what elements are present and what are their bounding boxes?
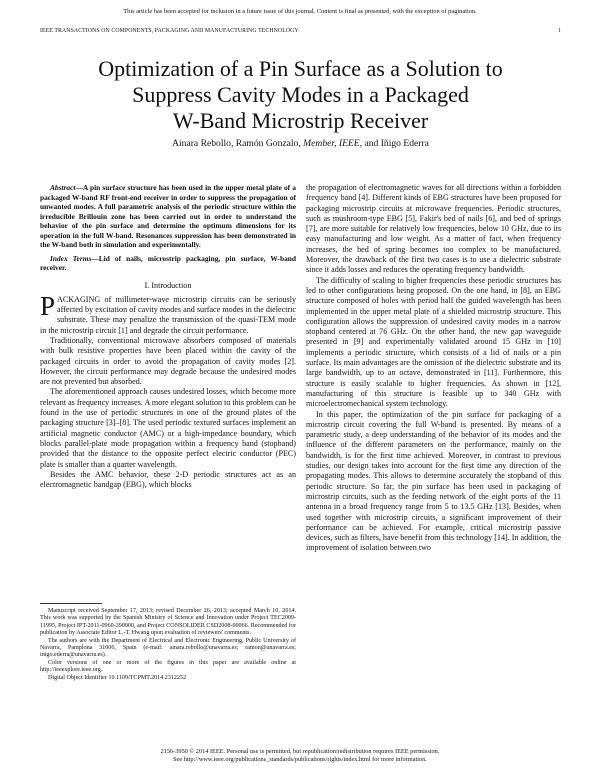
author-membership: Member, IEEE (303, 138, 360, 149)
intro-paragraph-3: The aforementioned approach causes undesired losses, which become more relevant as frequency increases. A more elegant solution to this problem can be found in the use of periodic structures in one of the ground plates of the packaging structure [3]–[8]. The used periodic textured surfaces implement an artificial magnetic conductor (AMC) or a high-impedance boundary, which blocks parallel-plate mode propagation within a frequency band (stopband) provided that the distance to the opposite perfect electric conductor (PEC) plate is smaller than a quarter wavelength. (40, 387, 296, 469)
title-line-1: Optimization of a Pin Surface as a Solution to (98, 56, 503, 81)
authors-part-1: Ainara Rebollo, Ramón Gonzalo, (172, 138, 304, 149)
copyright-footer (0, 748, 600, 764)
running-header (40, 28, 561, 34)
footnote-color: Color versions of one or more of the figures in this paper are available online at http://ieeexplore.ieee.org. (40, 659, 296, 674)
page-number: 1 (558, 28, 561, 34)
left-column (40, 183, 296, 490)
footnote-block (40, 608, 296, 682)
index-terms (40, 254, 296, 273)
index-terms-text: —Lid of nails, microstrip packaging, pin surface, W-band receiver. (40, 253, 296, 272)
journal-name: IEEE TRANSACTIONS ON COMPONENTS, PACKAGING AND MANUFACTURING TECHNOLOGY (40, 28, 299, 34)
footnote-doi: Digital Object Identifier 10.1109/TCPMT.2014.2312252 (48, 674, 187, 681)
right-paragraph-1: the propagation of electromagnetic waves for all directions within a forbidden frequency band [4]. Different kinds of EBG structures have been proposed for packaging microstrip circuits at microwave frequencies. Periodic structures, such as mushroom-type EBG [5], Fakir's bed of nails [6], and bed of springs [7], are more suitable for relatively low frequencies, below 10 GHz, due to its easy manufacturing and low weight. As a matter of fact, when frequency increases, the bed of spring becomes too complex to be manufactured. Moreover, the drawback of the first two cases is to use a dielectric substrate since it adds losses and reduces the operating frequency bandwidth. (306, 183, 561, 275)
abstract (40, 183, 296, 250)
copyright-line-2: See http://www.ieee.org/publications_standards/publications/rights/index.html for more information. (173, 756, 427, 763)
index-terms-label: Index Terms (50, 253, 92, 263)
drop-cap: P (40, 290, 56, 321)
intro-paragraph-2: Traditionally, conventional microwave absorbers composed of materials with bulk resistive properties have been placed within the cavity of the packaged circuits in order to avoid the propagation of cavity modes [2]. However, the circuit performance may degrade because the undesired modes are not prevented but absorbed. (40, 335, 296, 387)
footnote-affiliation: The authors are with the Department of Electrical and Electronic Engineering, Public University of Navarra, Pamplona 31006, Spain (e-mail: ainara.rebollo@unavarra.es; ramon@unavarra.es; inigo.ederra@unavarra.es). (40, 637, 296, 659)
right-column (306, 183, 561, 554)
authors-part-2: , and Iñigo Ederra (359, 138, 429, 149)
title-line-3: W-Band Microstrip Receiver (172, 108, 429, 133)
section-heading-introduction: I. Introduction (144, 280, 192, 290)
right-paragraph-2: The difficulty of scaling to higher frequencies these periodic structures has led to other configurations being proposed. On the one hand, in [8], an EBG structure composed of holes with period half the guided wavelength has been implemented in the upper metal plate of a shielded microstrip structure. This configuration allows the suppression of undesired cavity modes in a narrow stopband centered at 76 GHz. On the other hand, the new gap waveguide presented in [9] and experimentally validated around 15 GHz in [10] implements a periodic structure, which consists of a lid of nails or a pin surface. Its main advantages are the omission of the dielectric substrate and its large bandwidth, up to an octave, demonstrated in [11]. Furthermore, this structure is easily scalable to higher frequencies. As shown in [12], manufacturing of this structure is feasible up to 340 GHz with microelectromechanical system technology. (306, 275, 561, 409)
author-list (40, 138, 561, 149)
right-paragraph-3: In this paper, the optimization of the pin surface for packaging of a microstrip circuit covering the full W-band is presented. By means of a parametric study, a deep understanding of the behavior of its modes and the influence of the different parameters on the performance, mainly on the bandwidth, is for the first time achieved. Moreover, in contrast to previous studies, our design takes into account for the first time any direction of the propagating modes. This allows to determine accurately the stopband of this periodic structure. So far, the pin surface has been used in packaging of microstrip circuits, such as the feeding network of the eight ports of the 11 antenna in a broad frequency range from 5 to 13.5 GHz [13]. Besides, when used together with microstrip circuits, a significant improvement of their performance can be achieved. For example, critical microstrip passive devices, such as filters, have benefit from this technology [14]. In addition, the improvement of isolation between two (306, 409, 561, 553)
footnote-manuscript: Manuscript received September 17, 2013; revised December 26, 2013; accepted March 10, 2014. This work was supported by the Spanish Ministry of Science and Innovation under Project TEC2009-11995, Project IPT-2011-0960-390000, and Project CONSOLIDER CSD2008-00066. Recommended for publication by Associate Editor L.-T. Hwang upon evaluation of reviewers' comments. (40, 608, 296, 637)
acceptance-notice: This article has been accepted for inclusion in a future issue of this journal. Content is final as presented, with the exception of pagination. (123, 8, 477, 15)
intro-paragraph-1 (40, 290, 296, 336)
paper-title (40, 56, 561, 134)
copyright-line-1: 2156-3950 © 2014 IEEE. Personal use is permitted, but republication/redistribution requires IEEE permission. (160, 748, 440, 755)
footnote-divider (40, 603, 102, 604)
title-line-2: Suppress Cavity Modes in a Packaged (132, 82, 469, 107)
intro-paragraph-1-text: ACKAGING of millimeter-wave microstrip circuits can be seriously affected by excitation of cavity modes and surface modes in the dielectric substrate. These may penalize the transmission of the quasi-TEM mode in the microstrip circuit [1] and degrade the circuit performance. (40, 294, 296, 335)
abstract-text: —A pin surface structure has been used in the upper metal plate of a packaged W-band RF front-end receiver in order to suppress the propagation of unwanted modes. A full parametric analysis of the periodic structure within the irreducible Brillouin zone has been carried out in order to understand the behavior of the pin surface and determine the optimum dimensions for its operation in the full W-band. Resonances suppression has been demonstrated in the W-band both in simulation and experimentally. (40, 183, 296, 249)
abstract-label: Abstract (50, 183, 76, 192)
intro-paragraph-4: Besides the AMC behavior, these 2-D periodic structures act as an electromagnetic bandgap (EBG), which blocks (40, 469, 296, 490)
